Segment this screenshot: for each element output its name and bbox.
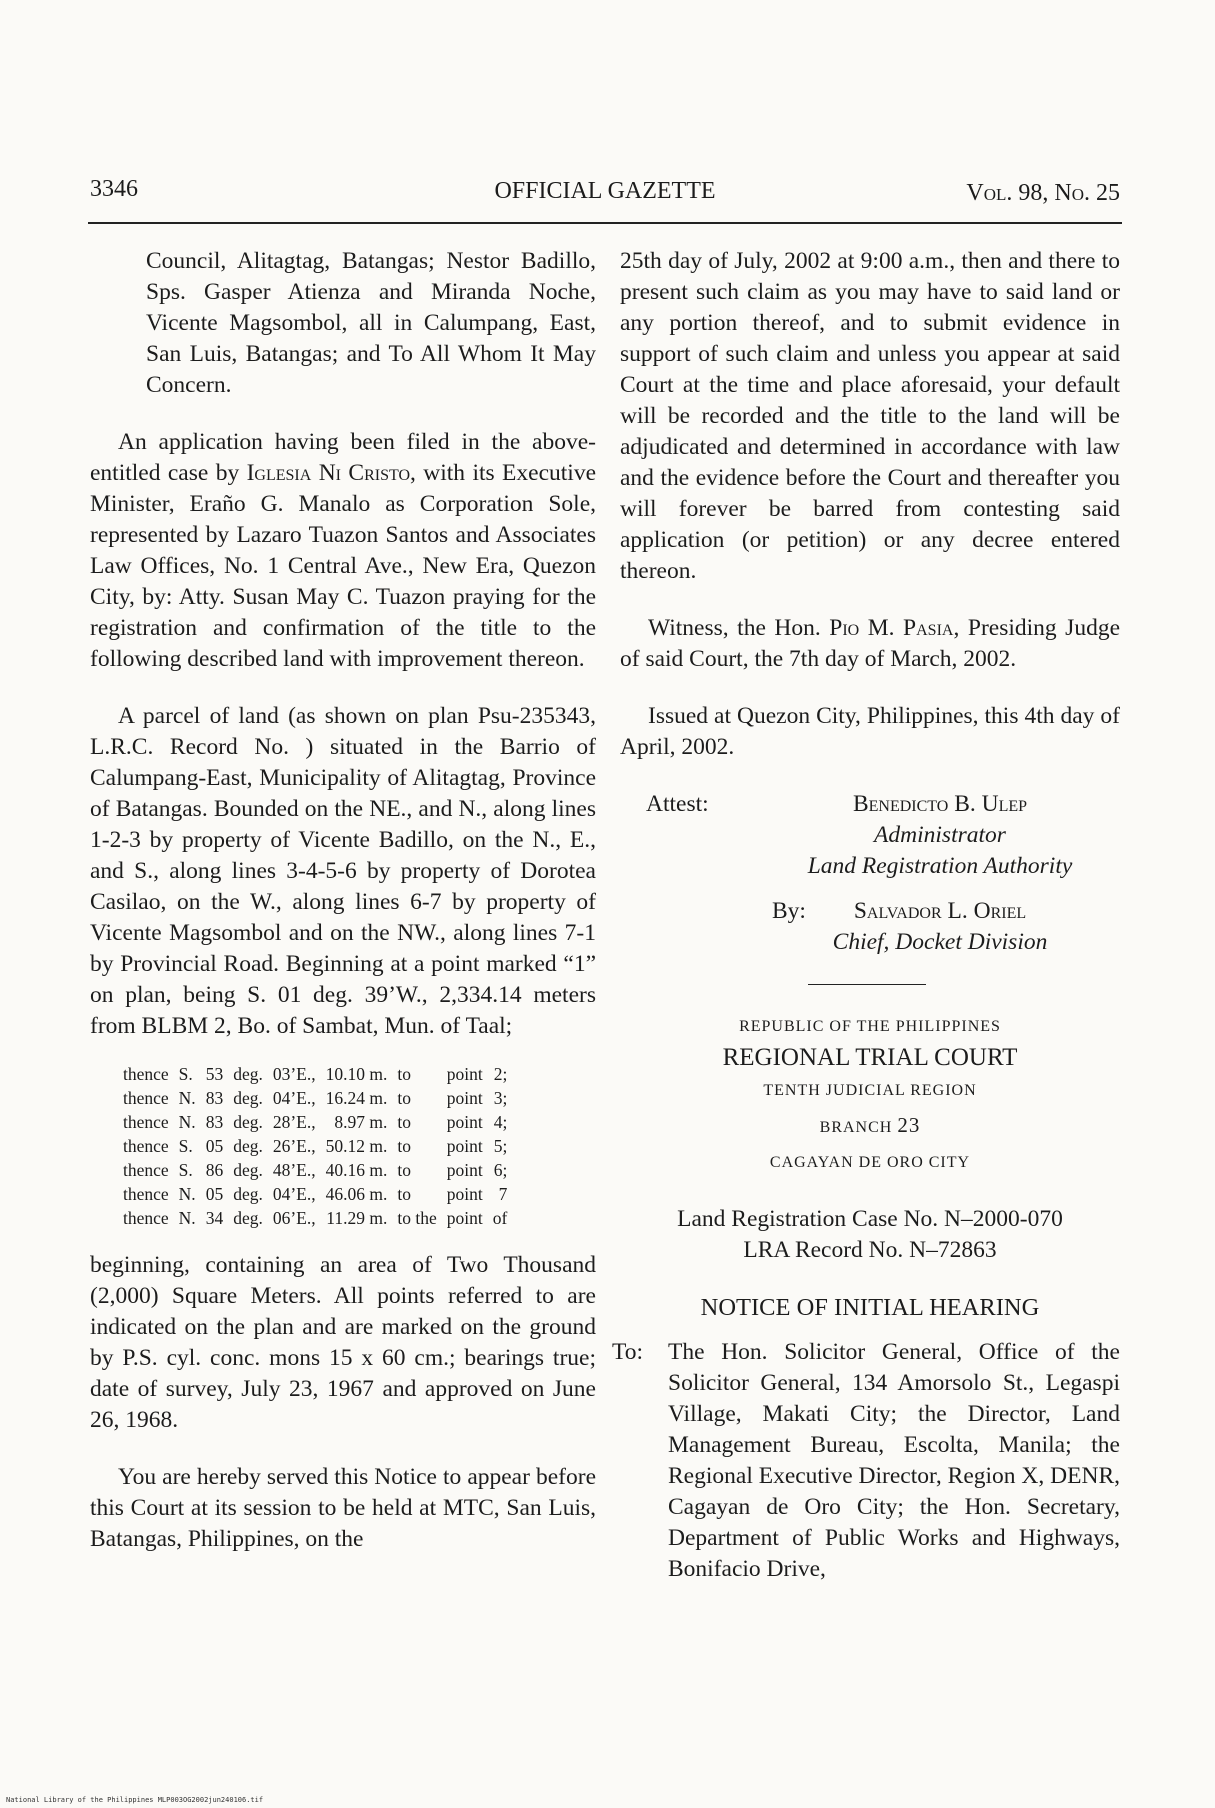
bearing-cell: 05 (205, 1136, 224, 1156)
bearing-cell: deg. (233, 1136, 263, 1156)
addressees-text: The Hon. Solicitor General, Office of the Solicitor General, 134 Amorsolo St., Legaspi Village, Makati City; the Director, Land Management Bureau, Escolta, Manila; the Regional Executive Director, Region X, DENR, Cagayan de Oro City; the Hon. Secretary, Department of Public Works and Highways, Bonifacio Drive, (668, 1339, 1120, 1582)
bearing-cell: 86 (205, 1160, 224, 1180)
branch-heading: BRANCH 23 (819, 1113, 921, 1137)
bearing-cell: thence (123, 1112, 169, 1132)
gazette-title: OFFICIAL GAZETTE (494, 178, 716, 204)
left-column (90, 246, 596, 1555)
bearing-cell: S. (178, 1136, 193, 1156)
page-number: 3346 (90, 176, 138, 202)
attest-agency: Land Registration Authority (807, 853, 1073, 879)
bearing-cell: deg. (233, 1112, 263, 1132)
region-heading: TENTH JUDICIAL REGION (763, 1082, 977, 1099)
right-column (612, 246, 1120, 1585)
by-name: Salvador L. Oriel (853, 898, 1027, 924)
bearing-cell: 34 (205, 1208, 224, 1228)
bearing-cell: 4; (493, 1112, 508, 1132)
attest-title: Administrator (874, 822, 1006, 848)
bearing-cell: 10.10 m. (325, 1064, 388, 1084)
bearing-cell: to the (397, 1208, 437, 1228)
notice-served-paragraph: You are hereby served this Notice to appear before this Court at its session to be held at MTC, San Luis, Batangas, Philippines, on the (90, 1464, 596, 1552)
bearing-cell: thence (123, 1136, 169, 1156)
bearing-cell: 26’E., (272, 1136, 316, 1156)
bearing-cell: to (397, 1088, 411, 1108)
bearing-cell: 53 (205, 1064, 224, 1084)
attest-name: Benedicto B. Ulep (852, 791, 1028, 817)
court-heading: REGIONAL TRIAL COURT (722, 1044, 1018, 1071)
city-heading: CAGAYAN DE ORO CITY (769, 1154, 971, 1171)
bearing-cell: S. (178, 1064, 193, 1084)
bearing-row (118, 1110, 512, 1134)
witness-paragraph: Witness, the Hon. Pio M. Pasia, Presiding Judge of said Court, the 7th day of March, 2002. (620, 615, 1120, 672)
bearing-cell: 6; (493, 1160, 508, 1180)
bearing-cell: 3; (493, 1088, 508, 1108)
volume-number: Vol. 98, No. 25 (966, 180, 1120, 206)
bearing-cell: 04’E., (272, 1184, 316, 1204)
bearing-cell: 83 (205, 1088, 224, 1108)
by-row (620, 896, 1120, 927)
bearing-cell: S. (178, 1160, 193, 1180)
area-paragraph: beginning, containing an area of Two Thousand (2,000) Square Meters. All points referred to are indicated on the plan and are marked on the ground by P.S. cyl. conc. mons 15 x 60 cm.; bearings true; date of survey, July 23, 1967 and approved on June 26, 1968. (90, 1252, 596, 1433)
bearing-cell: N. (178, 1088, 196, 1108)
issued-paragraph: Issued at Quezon City, Philippines, this 4th day of April, 2002. (620, 703, 1120, 760)
bearing-cell: 46.06 m. (325, 1184, 388, 1204)
bearing-row (118, 1182, 512, 1206)
bearing-row (118, 1206, 512, 1230)
bearing-cell: 5; (493, 1136, 508, 1156)
bearing-cell: deg. (233, 1208, 263, 1228)
bearing-cell: 50.12 m. (325, 1136, 388, 1156)
bearing-cell: of (492, 1208, 508, 1228)
bearing-cell: 16.24 m. (325, 1088, 388, 1108)
bearing-row (118, 1086, 512, 1110)
bearing-row (118, 1134, 512, 1158)
bearing-cell: point (446, 1208, 483, 1228)
header-rule (88, 222, 1122, 224)
bearing-cell: deg. (233, 1160, 263, 1180)
bearing-cell: 8.97 m. (334, 1112, 388, 1132)
bearing-cell: 2; (493, 1064, 508, 1084)
bearing-cell: 05 (205, 1184, 224, 1204)
attest-label: Attest: (646, 791, 709, 817)
bearings-table (118, 1062, 512, 1230)
bearing-cell: thence (123, 1064, 169, 1084)
by-title: Chief, Docket Division (832, 929, 1048, 955)
bearing-cell: point (446, 1160, 483, 1180)
application-paragraph: An application having been filed in the above-entitled case by Iglesia Ni Cristo, with its Executive Minister, Eraño G. Manalo as Corporation Sole, represented by Lazaro Tuazon Santos and Associates Law Offices, No. 1 Central Ave., New Era, Quezon City, by: Atty. Susan May C. Tuazon praying for the registration and confirmation of the title to the following described land with improvement thereon. (90, 429, 597, 672)
bearing-cell: thence (123, 1208, 169, 1228)
bearing-row (118, 1158, 512, 1182)
bearing-cell: 7 (498, 1184, 508, 1204)
republic-heading: REPUBLIC OF THE PHILIPPINES (739, 1018, 1001, 1035)
attest-row (620, 789, 1120, 820)
to-label: To: (612, 1339, 643, 1365)
bearing-cell: 04’E., (272, 1088, 316, 1108)
bearing-cell: 48’E., (272, 1160, 316, 1180)
bearing-cell: N. (178, 1208, 196, 1228)
bearing-cell: to (397, 1064, 411, 1084)
bearing-row (118, 1062, 512, 1086)
notice-title: NOTICE OF INITIAL HEARING (700, 1294, 1040, 1321)
applicant-name: Iglesia Ni Cristo (246, 460, 411, 486)
bearing-cell: deg. (233, 1184, 263, 1204)
page-header (90, 176, 1120, 216)
bearing-cell: point (446, 1088, 483, 1108)
case-number: Land Registration Case No. N–2000-070 (677, 1206, 1063, 1232)
bearing-cell: thence (123, 1088, 169, 1108)
bearing-cell: to (397, 1136, 411, 1156)
bearing-cell: thence (123, 1160, 169, 1180)
addressees-block (612, 1337, 1120, 1585)
bearing-cell: to (397, 1112, 411, 1132)
address-continuation: Council, Alitagtag, Batangas; Nestor Badillo, Sps. Gasper Atienza and Miranda Noche, Vicente Magsombol, all in Calumpang, East, San Luis, Batangas; and To All Whom It May Concern. (146, 248, 596, 398)
bearing-cell: N. (178, 1184, 196, 1204)
bearing-cell: 06’E., (272, 1208, 316, 1228)
branch-number: 23 (897, 1113, 921, 1137)
bearing-cell: point (446, 1112, 483, 1132)
bearing-cell: 40.16 m. (325, 1160, 388, 1180)
bearing-cell: 03’E., (272, 1064, 316, 1084)
bearing-cell: to (397, 1160, 411, 1180)
by-label: By: (772, 898, 806, 924)
bearing-cell: to (397, 1184, 411, 1204)
bearing-cell: deg. (233, 1064, 263, 1084)
judge-name: Pio M. Pasia (829, 615, 954, 641)
served-continuation: 25th day of July, 2002 at 9:00 a.m., then and there to present such claim as you may have to said land or any portion thereof, and to submit evidence in support of such claim and unless you appear at said Court at the time and place aforesaid, your default will be recorded and the title to the land will be adjudicated and determined in accordance with law and the evidence before the Court and thereafter you will forever be barred from contesting said application (or petition) or any decree entered thereon. (620, 248, 1120, 584)
scan-footer: National Library of the Philippines MLP003OG2002jun240106.tif (6, 1796, 264, 1804)
parcel-description: A parcel of land (as shown on plan Psu-235343, L.R.C. Record No. ) situated in the Barrio of Calumpang-East, Municipality of Alitagtag, Province of Batangas. Bounded on the NE., and N., along lines 1-2-3 by property of Vicente Badillo, on the N., E., and S., along lines 3-4-5-6 by property of Dorotea Casilao, on the W., along lines 6-7 by property of Vicente Magsombol and on the NW., along lines 7-1 by Provincial Road. Beginning at a point marked “1” on plan, being S. 01 deg. 39’W., 2,334.14 meters from BLBM 2, Bo. of Sambat, Mun. of Taal; (90, 703, 596, 1039)
lra-record-number: LRA Record No. N–72863 (743, 1237, 997, 1263)
bearing-cell: point (446, 1136, 483, 1156)
bearing-cell: N. (178, 1112, 196, 1132)
bearing-cell: 28’E., (272, 1112, 316, 1132)
bearing-cell: point (446, 1184, 483, 1204)
bearing-cell: 83 (205, 1112, 224, 1132)
bearing-cell: deg. (233, 1088, 263, 1108)
bearing-cell: 11.29 m. (326, 1208, 388, 1228)
bearing-cell: thence (123, 1184, 169, 1204)
bearing-cell: point (446, 1064, 483, 1084)
